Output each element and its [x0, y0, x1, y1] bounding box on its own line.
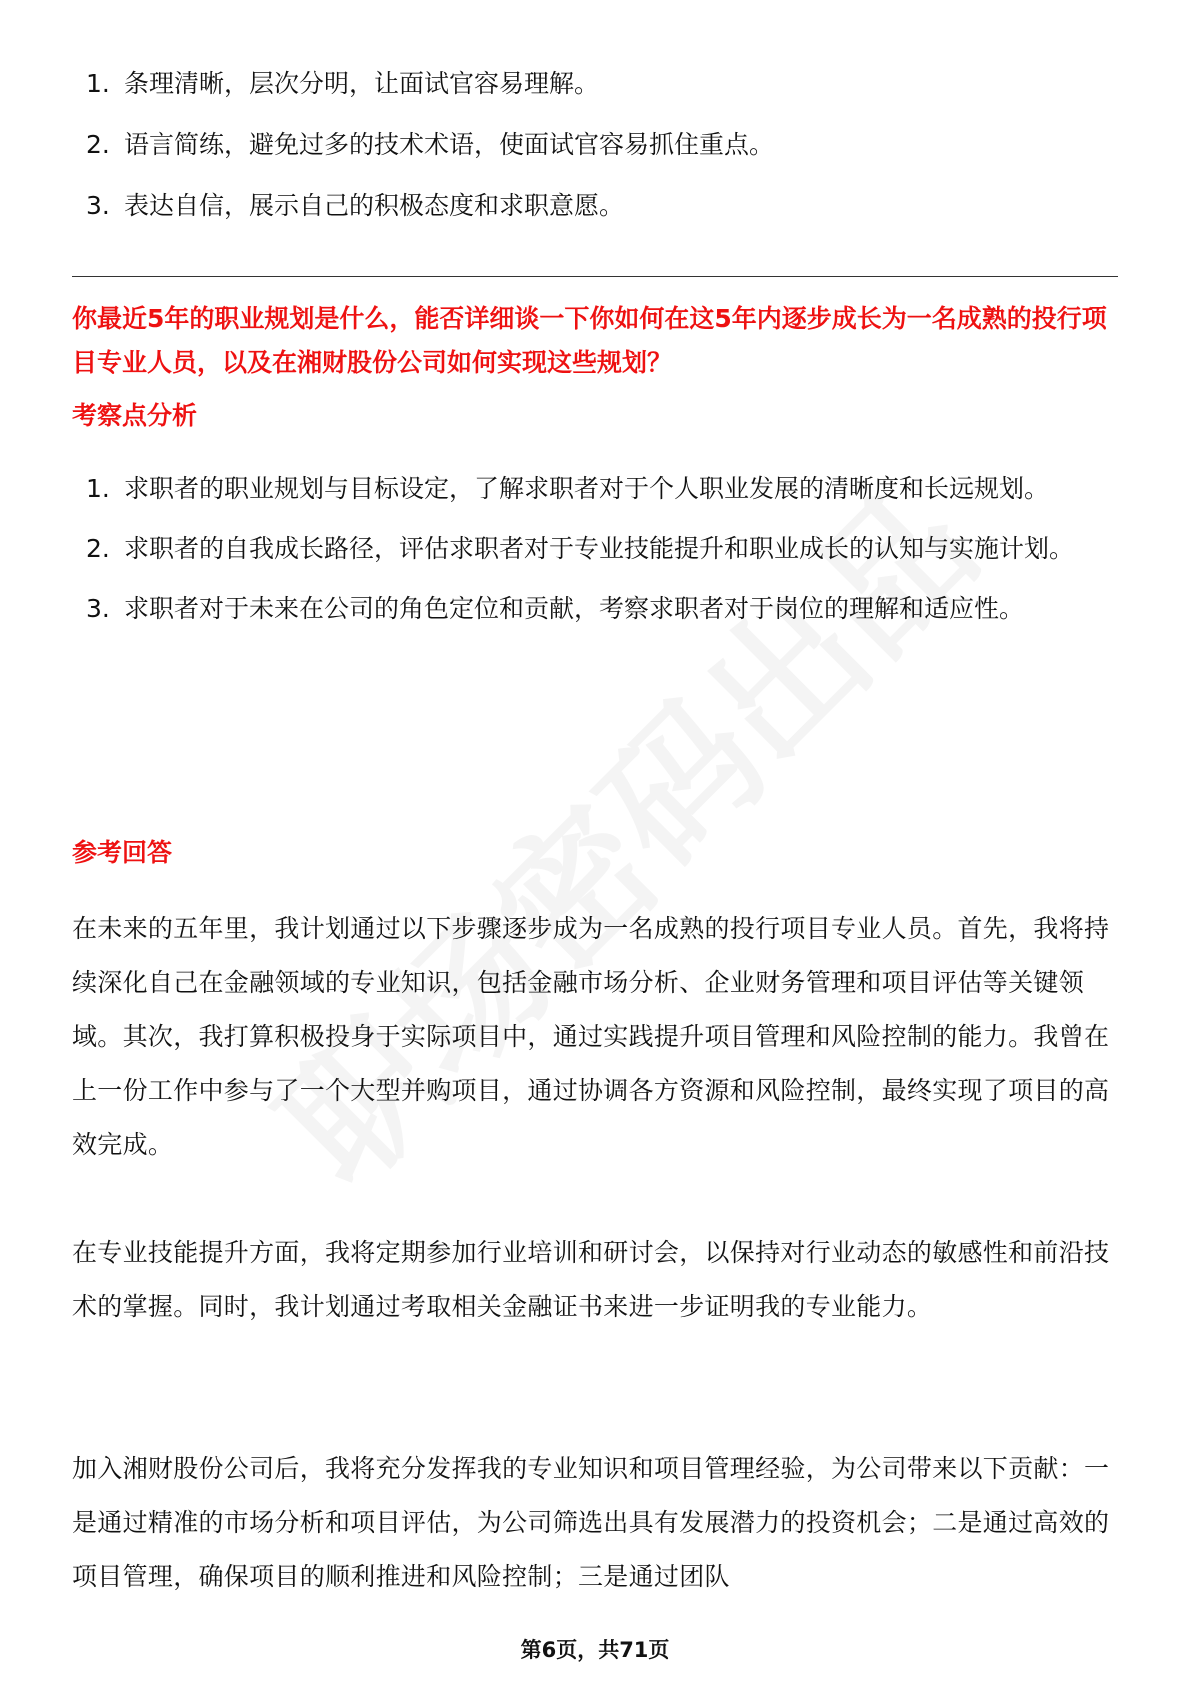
page-footer: 第6页，共71页 — [520, 1638, 670, 1662]
analysis-list — [86, 462, 1116, 642]
list-item-text: 表达自信，展示自己的积极态度和求职意愿。 — [124, 191, 625, 220]
list-item — [86, 56, 1116, 111]
interview-question: 你最近5年的职业规划是什么，能否详细谈一下你如何在这5年内逐步成长为一名成熟的投行项目专业人员，以及在湘财股份公司如何实现这些规划？ — [72, 304, 1107, 377]
list-item-text: 求职者的职业规划与目标设定，了解求职者对于个人职业发展的清晰度和长远规划。 — [124, 474, 1050, 503]
list-item-text: 语言简练，避免过多的技术术语，使面试官容易抓住重点。 — [124, 130, 775, 159]
list-number: 3. — [86, 191, 110, 220]
list-number: 2. — [86, 534, 110, 563]
list-item — [86, 117, 1116, 172]
list-item — [86, 522, 1116, 576]
answer-heading: 参考回答 — [72, 838, 173, 867]
list-item — [86, 582, 1116, 636]
list-item — [86, 462, 1116, 516]
section-divider — [72, 276, 1118, 277]
list-item-text: 条理清晰，层次分明，让面试官容易理解。 — [124, 69, 600, 98]
intro-list — [86, 56, 1116, 239]
list-item-text: 求职者的自我成长路径，评估求职者对于专业技能提升和职业成长的认知与实施计划。 — [124, 534, 1075, 563]
list-number: 1. — [86, 474, 110, 503]
answer-paragraph: 加入湘财股份公司后，我将充分发挥我的专业知识和项目管理经验，为公司带来以下贡献：一是通过精准的市场分析和项目评估，为公司筛选出具有发展潜力的投资机会；二是通过高效的项目管理，确保项目的顺利推进和风险控制；三是通过团队 — [72, 1454, 1110, 1591]
answer-paragraph: 在未来的五年里，我计划通过以下步骤逐步成为一名成熟的投行项目专业人员。首先，我将持续深化自己在金融领域的专业知识，包括金融市场分析、企业财务管理和项目评估等关键领域。其次，我打算积极投身于实际项目中，通过实践提升项目管理和风险控制的能力。我曾在上一份工作中参与了一个大型并购项目，通过协调各方资源和风险控制，最终实现了项目的高效完成。 — [72, 914, 1110, 1159]
list-number: 1. — [86, 69, 110, 98]
list-item-text: 求职者对于未来在公司的角色定位和贡献，考察求职者对于岗位的理解和适应性。 — [124, 594, 1025, 623]
analysis-heading: 考察点分析 — [72, 401, 198, 430]
list-item — [86, 178, 1116, 233]
answer-paragraph: 在专业技能提升方面，我将定期参加行业培训和研讨会，以保持对行业动态的敏感性和前沿技术的掌握。同时，我计划通过考取相关金融证书来进一步证明我的专业能力。 — [72, 1238, 1110, 1321]
list-number: 2. — [86, 130, 110, 159]
list-number: 3. — [86, 594, 110, 623]
